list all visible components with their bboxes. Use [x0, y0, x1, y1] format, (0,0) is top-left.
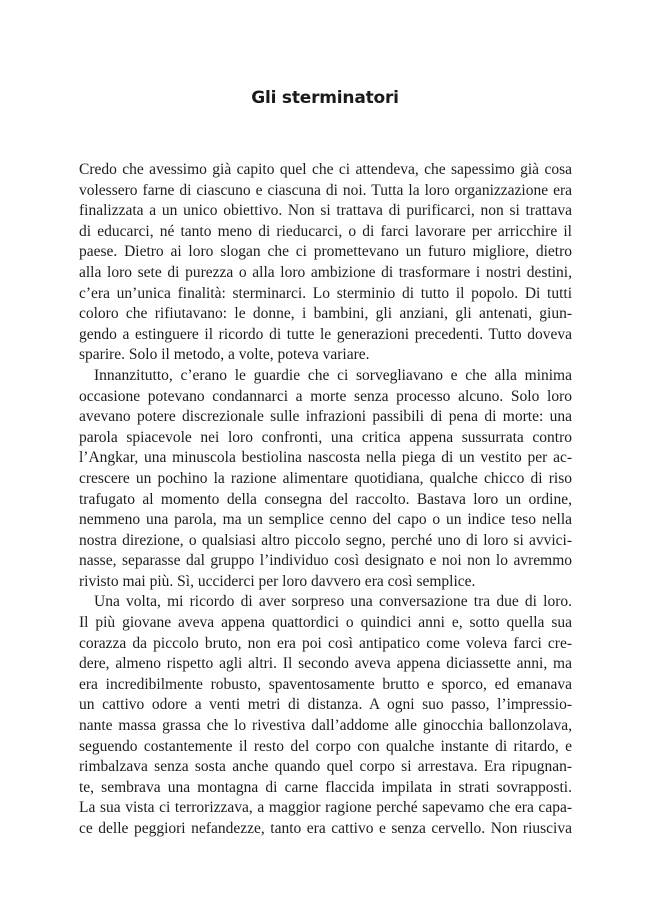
text-line: di educarci, né tanto meno di rieducarci, o di farci lavorare per arricchire il: [79, 222, 572, 240]
text-line: crescere un pochino la razione alimentare quotidiana, qualche chicco di riso: [79, 469, 572, 487]
text-line: c’era un’unica finalità: sterminarci. Lo sterminio di tutto il popolo. Di tutti: [79, 284, 572, 302]
text-line: rivisto mai più. Sì, ucciderci per loro davvero era così semplice.: [79, 572, 476, 590]
paragraph: [79, 592, 572, 839]
paragraph: [79, 160, 572, 366]
text-line: te, sembrava una montagna di carne flaccida impilata in strati sovrapposti.: [79, 778, 572, 796]
text-line: Innanzitutto, c’erano le guardie che ci sorvegliavano e che alla minima: [94, 366, 572, 384]
text-line: l’Angkar, una minuscola bestiolina nascosta nella piega di un vestito per ac-: [79, 449, 572, 467]
text-line: corazza da piccolo bruto, non era poi così antipatico come voleva farci cre-: [79, 634, 572, 652]
text-line: Una volta, mi ricordo di aver sorpreso una conversazione tra due di loro.: [94, 593, 572, 611]
text-line: rimbalzava senza sosta anche quando quel corpo si arrestava. Era ripugnan-: [79, 758, 572, 776]
paragraph: [79, 366, 572, 593]
body-text: [79, 160, 572, 840]
text-line: nante massa grassa che lo rivestiva dall’addome alle ginocchia ballonzolava,: [79, 717, 572, 735]
text-line: nemmeno una parola, ma un semplice cenno del capo o un indice teso nella: [79, 511, 572, 529]
text-line: alla loro sete di purezza o alla loro ambizione di trasformare i nostri destini,: [79, 263, 572, 281]
text-line: gendo a estinguere il ricordo di tutte le generazioni precedenti. Tutto doveva: [79, 325, 572, 343]
text-line: ce delle peggiori nefandezze, tanto era cattivo e senza cervello. Non riusciva: [79, 820, 572, 837]
text-line: dere, almeno rispetto agli altri. Il secondo aveva appena diciassette anni, ma: [79, 655, 572, 673]
text-line: nasse, separasse dal gruppo l’individuo così designato e noi non lo avremmo: [79, 552, 572, 570]
text-line: un cattivo odore a venti metri di distanza. A ogni suo passo, l’impressio-: [79, 696, 572, 714]
text-line: paese. Dietro ai loro slogan che ci promettevano un futuro migliore, dietro: [79, 243, 572, 261]
text-line: parola spiacevole nei loro confronti, una critica appena sussurrata contro: [79, 428, 572, 446]
text-line: Credo che avessimo già capito quel che ci attendeva, che sapessimo già cosa: [79, 161, 572, 178]
text-line: trafugato al momento della consegna del raccolto. Bastava loro un ordine,: [79, 490, 572, 508]
text-line: sparire. Solo il metodo, a volte, poteva variare.: [79, 346, 370, 364]
text-line: La sua vista ci terrorizzava, a maggior ragione perché sapevamo che era capa-: [79, 799, 572, 817]
text-line: Il più giovane aveva appena quattordici o quindici anni e, sotto quella sua: [79, 614, 572, 632]
text-line: nostra direzione, o qualsiasi altro piccolo segno, perché uno di loro si avvici-: [79, 531, 572, 549]
text-line: era incredibilmente robusto, spaventosamente brutto e sporco, ed emanava: [79, 675, 572, 693]
chapter-title: Gli sterminatori: [251, 88, 399, 108]
text-line: finalizzata a un unico obiettivo. Non si trattava di purificarci, non si trattava: [79, 202, 572, 220]
text-line: volessero farne di ciascuno e ciascuna di noi. Tutta la loro organizzazione era: [79, 181, 572, 199]
text-line: avevano potere discrezionale sulle infrazioni passibili di pena di morte: una: [79, 408, 572, 426]
text-line: coloro che rifiutavano: le donne, i bambini, gli anziani, gli antenati, giun-: [79, 305, 572, 323]
text-line: occasione potevano condannarci a morte senza processo alcuno. Solo loro: [79, 387, 572, 405]
text-line: seguendo costantemente il resto del corpo con qualche instante di ritardo, e: [79, 737, 572, 755]
